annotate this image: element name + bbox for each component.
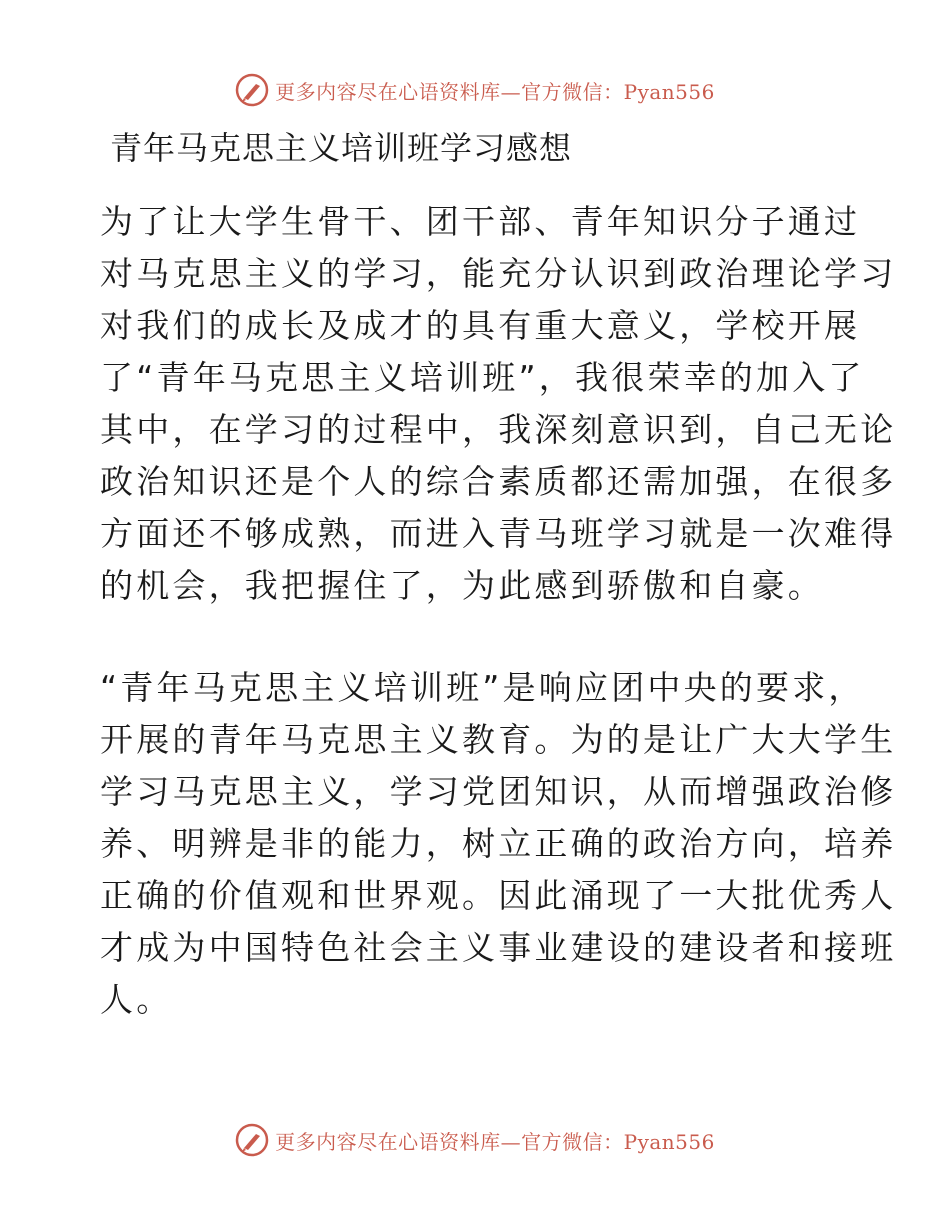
text-line: 开展的青年马克思主义教育。为的是让广大大学生 bbox=[100, 720, 897, 759]
text-line: 的机会，我把握住了，为此感到骄傲和自豪。 bbox=[100, 566, 824, 605]
watermark-text: 更多内容尽在心语资料库—官方微信：Pyan556 bbox=[275, 79, 715, 104]
text-line: 才成为中国特色社会主义事业建设的建设者和接班 bbox=[100, 928, 897, 967]
watermark-text: 更多内容尽在心语资料库—官方微信：Pyan556 bbox=[275, 1129, 715, 1154]
text-line: 方面还不够成熟，而进入青马班学习就是一次难得 bbox=[100, 514, 897, 553]
text-line: 养、明辨是非的能力，树立正确的政治方向，培养 bbox=[100, 824, 897, 863]
text-line: 正确的价值观和世界观。因此涌现了一大批优秀人 bbox=[100, 876, 897, 915]
text-line: 政治知识还是个人的综合素质都还需加强，在很多 bbox=[100, 462, 897, 501]
text-line: 对马克思主义的学习，能充分认识到政治理论学习 bbox=[100, 254, 897, 293]
pen-logo-icon bbox=[235, 73, 269, 107]
text-line: 其中，在学习的过程中，我深刻意识到，自己无论 bbox=[100, 410, 897, 449]
text-line: 了“青年马克思主义培训班”，我很荣幸的加入了 bbox=[100, 358, 865, 397]
text-line: “青年马克思主义培训班”是响应团中央的要求， bbox=[100, 668, 865, 707]
paragraph-2 bbox=[100, 662, 897, 1026]
document-title: 青年马克思主义培训班学习感想 bbox=[110, 129, 573, 167]
text-line: 为了让大学生骨干、团干部、青年知识分子通过 bbox=[100, 202, 861, 241]
text-line: 学习马克思主义，学习党团知识，从而增强政治修 bbox=[100, 772, 897, 811]
text-line: 对我们的成长及成才的具有重大意义，学校开展 bbox=[100, 306, 861, 345]
footer-watermark bbox=[0, 1120, 950, 1160]
pen-logo-icon bbox=[235, 1123, 269, 1157]
header-watermark bbox=[0, 70, 950, 110]
text-line: 人。 bbox=[100, 980, 173, 1019]
paragraph-1 bbox=[100, 196, 897, 612]
